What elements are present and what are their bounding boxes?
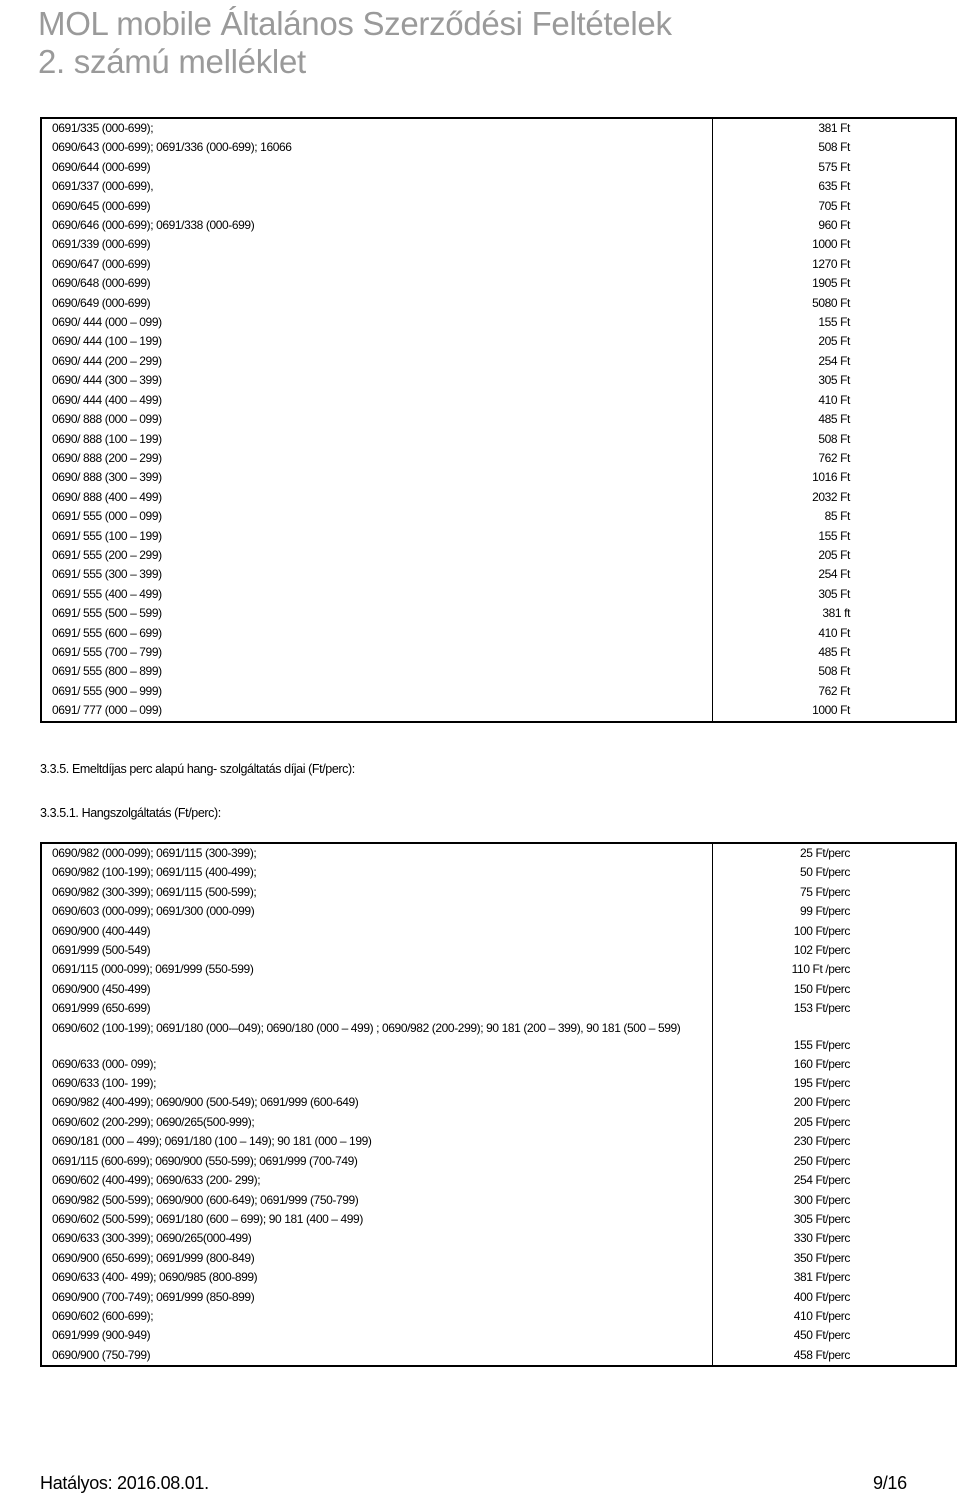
table-row xyxy=(41,527,956,546)
price-cell: 155 Ft xyxy=(818,315,850,330)
price-cell: 230 Ft/perc xyxy=(793,1134,850,1149)
price-cell: 25 Ft/perc xyxy=(799,846,850,860)
number-range-cell: 0690/602 (500-599); 0691/180 (600 – 699); 90 181 (400 – 499) xyxy=(41,1210,713,1229)
price-cell: 155 Ft xyxy=(818,528,850,543)
number-range-cell: 0691/ 555 (400 – 499) xyxy=(41,585,713,604)
number-range-cell: 0691/999 (500-549) xyxy=(41,941,713,960)
price-cell: 75 Ft/perc xyxy=(799,884,850,899)
number-range-cell: 0690/ 444 (400 – 499) xyxy=(41,391,713,410)
price-cell: 410 Ft/perc xyxy=(793,1308,850,1323)
price-cell: 381 ft xyxy=(822,606,850,621)
table-row xyxy=(41,468,956,487)
price-cell: 960 Ft xyxy=(818,218,850,233)
table-row xyxy=(41,1249,956,1268)
price-cell: 205 Ft xyxy=(818,334,850,349)
price-cell: 350 Ft/perc xyxy=(793,1250,850,1265)
table-row xyxy=(41,197,956,216)
price-cell: 450 Ft/perc xyxy=(793,1328,850,1343)
number-range-cell: 0690/633 (400- 499); 0690/985 (800-899) xyxy=(41,1268,713,1287)
table-row xyxy=(41,274,956,293)
table-row xyxy=(41,546,956,565)
table-row xyxy=(41,1307,956,1326)
number-range-cell: 0691/339 (000-699) xyxy=(41,235,713,254)
number-range-cell: 0690/649 (000-699) xyxy=(41,294,713,313)
number-range-cell: 0691/115 (000-099); 0691/999 (550-599) xyxy=(41,960,713,979)
number-range-cell: 0691/335 (000-699); xyxy=(41,118,713,138)
price-cell: 1905 Ft xyxy=(812,276,850,291)
price-cell: 410 Ft xyxy=(818,625,850,640)
price-cell: 381 Ft/perc xyxy=(793,1270,850,1285)
number-range-cell: 0690/646 (000-699); 0691/338 (000-699) xyxy=(41,216,713,235)
effective-date: Hatályos: 2016.08.01. xyxy=(40,1473,209,1493)
number-range-cell: 0690/982 (300-399); 0691/115 (500-599); xyxy=(41,883,713,902)
number-range-cell: 0690/602 (100-199); 0691/180 (000-–049); 0690/180 (000 – 499) ; 0690/982 (200-299); 90 181 (200 – 399), 90 181 (500 – 599) xyxy=(41,1019,713,1055)
table-row xyxy=(41,662,956,681)
price-cell: 160 Ft/perc xyxy=(793,1056,850,1071)
table-row xyxy=(41,1171,956,1190)
number-range-cell: 0691/ 555 (900 – 999) xyxy=(41,682,713,701)
price-cell: 410 Ft xyxy=(818,392,850,407)
table-row xyxy=(41,1346,956,1366)
number-range-cell: 0690/900 (450-499) xyxy=(41,980,713,999)
number-range-cell: 0690/ 444 (300 – 399) xyxy=(41,371,713,390)
table-row xyxy=(41,701,956,721)
price-cell: 99 Ft/perc xyxy=(799,904,850,919)
price-cell: 50 Ft/perc xyxy=(799,865,850,880)
price-cell: 250 Ft/perc xyxy=(793,1153,850,1168)
table-row xyxy=(41,1093,956,1112)
table-row xyxy=(41,235,956,254)
number-range-cell: 0690/900 (700-749); 0691/999 (850-899) xyxy=(41,1288,713,1307)
price-cell: 400 Ft/perc xyxy=(793,1289,850,1304)
number-range-cell: 0690/982 (000-099); 0691/115 (300-399); xyxy=(41,843,713,863)
number-range-cell: 0690/982 (400-499); 0690/900 (500-549); 0691/999 (600-649) xyxy=(41,1093,713,1112)
table-row xyxy=(41,294,956,313)
number-range-cell: 0690/633 (300-399); 0690/265(000-499) xyxy=(41,1229,713,1248)
number-range-cell: 0691/ 555 (300 – 399) xyxy=(41,565,713,584)
table-row xyxy=(41,216,956,235)
price-cell: 150 Ft/perc xyxy=(793,981,850,996)
table-row xyxy=(41,488,956,507)
price-cell: 508 Ft xyxy=(818,664,850,679)
number-range-cell: 0691/ 555 (500 – 599) xyxy=(41,604,713,623)
price-cell: 635 Ft xyxy=(818,179,850,194)
subsection-heading: 3.3.5.1. Hangszolgáltatás (Ft/perc): xyxy=(40,806,221,820)
price-cell: 205 Ft/perc xyxy=(793,1114,850,1129)
number-range-cell: 0691/ 555 (700 – 799) xyxy=(41,643,713,662)
table-row xyxy=(41,410,956,429)
number-range-cell: 0690/602 (200-299); 0690/265(500-999); xyxy=(41,1113,713,1132)
table-row xyxy=(41,980,956,999)
table-row xyxy=(41,1191,956,1210)
price-cell: 85 Ft xyxy=(824,509,850,524)
table-row xyxy=(41,1132,956,1151)
number-range-cell: 0690/ 888 (200 – 299) xyxy=(41,449,713,468)
number-range-cell: 0691/337 (000-699), xyxy=(41,177,713,196)
price-cell: 762 Ft xyxy=(818,683,850,698)
table-row xyxy=(41,863,956,882)
number-range-cell: 0691/ 555 (100 – 199) xyxy=(41,527,713,546)
table-row xyxy=(41,332,956,351)
price-cell: 1016 Ft xyxy=(812,470,850,485)
number-range-cell: 0690/ 444 (000 – 099) xyxy=(41,313,713,332)
number-range-cell: 0690/900 (650-699); 0691/999 (800-849) xyxy=(41,1249,713,1268)
table-row xyxy=(41,1268,956,1287)
number-range-cell: 0691/ 555 (800 – 899) xyxy=(41,662,713,681)
table-row xyxy=(41,843,956,863)
number-range-cell: 0690/602 (600-699); xyxy=(41,1307,713,1326)
table-row xyxy=(41,118,956,138)
title-line-2: 2. számú melléklet xyxy=(38,43,306,80)
number-range-cell: 0690/ 888 (400 – 499) xyxy=(41,488,713,507)
number-range-cell: 0690/644 (000-699) xyxy=(41,158,713,177)
number-range-cell: 0690/648 (000-699) xyxy=(41,274,713,293)
number-range-cell: 0690/645 (000-699) xyxy=(41,197,713,216)
table-row xyxy=(41,922,956,941)
number-range-cell: 0690/982 (500-599); 0690/900 (600-649); 0691/999 (750-799) xyxy=(41,1191,713,1210)
page-number: 9/16 xyxy=(873,1473,907,1493)
price-cell: 508 Ft xyxy=(818,140,850,155)
price-cell: 485 Ft xyxy=(818,644,850,659)
price-cell: 381 Ft xyxy=(818,121,850,135)
table-row xyxy=(41,682,956,701)
table-row xyxy=(41,177,956,196)
table-row xyxy=(41,255,956,274)
price-cell: 205 Ft xyxy=(818,547,850,562)
rate-table-per-minute xyxy=(40,842,957,1367)
price-cell: 110 Ft /perc xyxy=(791,962,850,977)
table-row xyxy=(41,624,956,643)
price-cell: 1270 Ft xyxy=(812,256,850,271)
price-cell: 305 Ft xyxy=(818,586,850,601)
section-heading: 3.3.5. Emeltdíjas perc alapú hang- szolgáltatás díjai (Ft/perc): xyxy=(40,762,355,776)
price-cell: 300 Ft/perc xyxy=(793,1192,850,1207)
table-row xyxy=(41,565,956,584)
number-range-cell: 0690/603 (000-099); 0691/300 (000-099) xyxy=(41,902,713,921)
table-row xyxy=(41,449,956,468)
number-range-cell: 0690/900 (750-799) xyxy=(41,1346,713,1366)
number-range-cell: 0690/181 (000 – 499); 0691/180 (100 – 149); 90 181 (000 – 199) xyxy=(41,1132,713,1151)
table-row xyxy=(41,313,956,332)
price-cell: 330 Ft/perc xyxy=(793,1231,850,1246)
table-row xyxy=(41,507,956,526)
number-range-cell: 0690/602 (400-499); 0690/633 (200- 299); xyxy=(41,1171,713,1190)
document-title xyxy=(38,5,672,81)
table-row xyxy=(41,1055,956,1074)
rate-table-per-minute-body xyxy=(41,843,956,1366)
table-row xyxy=(41,902,956,921)
number-range-cell: 0690/ 444 (100 – 199) xyxy=(41,332,713,351)
number-range-cell: 0691/ 777 (000 – 099) xyxy=(41,701,713,721)
table-row xyxy=(41,1152,956,1171)
number-range-cell: 0690/ 888 (300 – 399) xyxy=(41,468,713,487)
number-range-cell: 0691/115 (600-699); 0690/900 (550-599); 0691/999 (700-749) xyxy=(41,1152,713,1171)
price-cell: 485 Ft xyxy=(818,412,850,427)
price-cell: 2032 Ft xyxy=(812,489,850,504)
number-range-cell: 0690/ 888 (100 – 199) xyxy=(41,430,713,449)
number-range-cell: 0690/633 (100- 199); xyxy=(41,1074,713,1093)
price-cell: 195 Ft/perc xyxy=(793,1076,850,1091)
price-cell: 254 Ft xyxy=(818,567,850,582)
price-cell: 458 Ft/perc xyxy=(793,1347,850,1362)
price-cell: 254 Ft xyxy=(818,353,850,368)
price-cell: 153 Ft/perc xyxy=(793,1001,850,1016)
table-row xyxy=(41,1019,956,1055)
price-cell: 155 Ft/perc xyxy=(793,1037,850,1052)
table-row xyxy=(41,1074,956,1093)
price-cell: 100 Ft/perc xyxy=(793,923,850,938)
number-range-cell: 0691/ 555 (200 – 299) xyxy=(41,546,713,565)
number-range-cell: 0690/982 (100-199); 0691/115 (400-499); xyxy=(41,863,713,882)
number-range-cell: 0690/633 (000- 099); xyxy=(41,1055,713,1074)
price-cell: 762 Ft xyxy=(818,450,850,465)
number-range-cell: 0691/999 (900-949) xyxy=(41,1326,713,1345)
table-row xyxy=(41,1210,956,1229)
table-row xyxy=(41,352,956,371)
table-row xyxy=(41,941,956,960)
price-cell: 305 Ft xyxy=(818,373,850,388)
table-row xyxy=(41,999,956,1018)
price-cell: 5080 Ft xyxy=(812,295,850,310)
rate-table-fixed-body xyxy=(41,118,956,722)
table-row xyxy=(41,138,956,157)
price-cell: 508 Ft xyxy=(818,431,850,446)
price-cell: 102 Ft/perc xyxy=(793,943,850,958)
number-range-cell: 0690/900 (400-449) xyxy=(41,922,713,941)
number-range-cell: 0690/ 888 (000 – 099) xyxy=(41,410,713,429)
table-row xyxy=(41,1229,956,1248)
price-cell: 200 Ft/perc xyxy=(793,1095,850,1110)
price-cell: 575 Ft xyxy=(818,159,850,174)
table-row xyxy=(41,883,956,902)
number-range-cell: 0691/ 555 (600 – 699) xyxy=(41,624,713,643)
price-cell: 1000 Ft xyxy=(812,237,850,252)
table-row xyxy=(41,391,956,410)
table-row xyxy=(41,1113,956,1132)
table-row xyxy=(41,158,956,177)
number-range-cell: 0691/999 (650-699) xyxy=(41,999,713,1018)
number-range-cell: 0690/647 (000-699) xyxy=(41,255,713,274)
number-range-cell: 0690/ 444 (200 – 299) xyxy=(41,352,713,371)
table-row xyxy=(41,1288,956,1307)
table-row xyxy=(41,585,956,604)
table-row xyxy=(41,960,956,979)
rate-table-fixed xyxy=(40,117,957,723)
number-range-cell: 0690/643 (000-699); 0691/336 (000-699); 16066 xyxy=(41,138,713,157)
number-range-cell: 0691/ 555 (000 – 099) xyxy=(41,507,713,526)
title-line-1: MOL mobile Általános Szerződési Feltételek xyxy=(38,5,672,42)
price-cell: 254 Ft/perc xyxy=(793,1173,850,1188)
price-cell: 305 Ft/perc xyxy=(793,1211,850,1226)
price-cell: 705 Ft xyxy=(818,198,850,213)
table-row xyxy=(41,604,956,623)
table-row xyxy=(41,371,956,390)
table-row xyxy=(41,1326,956,1345)
table-row xyxy=(41,430,956,449)
table-row xyxy=(41,643,956,662)
price-cell: 1000 Ft xyxy=(812,703,850,718)
